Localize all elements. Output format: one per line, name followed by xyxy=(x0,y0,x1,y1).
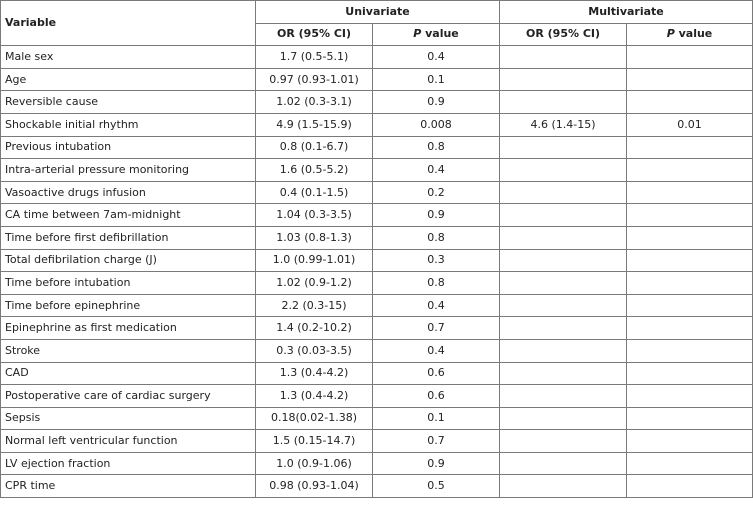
multivariate-or-cell xyxy=(500,46,627,69)
univariate-p-cell: 0.1 xyxy=(373,68,500,91)
univariate-p-cell: 0.9 xyxy=(373,452,500,475)
variable-cell: Vasoactive drugs infusion xyxy=(1,181,256,204)
table-row xyxy=(1,362,753,385)
table-row xyxy=(1,68,753,91)
multivariate-p-cell xyxy=(627,294,753,317)
multivariate-or-cell xyxy=(500,452,627,475)
variable-cell: Male sex xyxy=(1,46,256,69)
multivariate-or-cell xyxy=(500,91,627,114)
univariate-or-cell: 1.6 (0.5-5.2) xyxy=(256,159,373,182)
univariate-p-cell: 0.9 xyxy=(373,91,500,114)
univariate-or-header: OR (95% CI) xyxy=(256,23,373,46)
univariate-or-cell: 2.2 (0.3-15) xyxy=(256,294,373,317)
table-row xyxy=(1,204,753,227)
multivariate-or-cell xyxy=(500,159,627,182)
univariate-p-cell: 0.8 xyxy=(373,272,500,295)
univariate-or-cell: 0.8 (0.1-6.7) xyxy=(256,136,373,159)
univariate-or-cell: 1.5 (0.15-14.7) xyxy=(256,430,373,453)
univariate-p-cell: 0.8 xyxy=(373,226,500,249)
univariate-or-cell: 1.3 (0.4-4.2) xyxy=(256,362,373,385)
univariate-p-cell: 0.9 xyxy=(373,204,500,227)
table-row xyxy=(1,452,753,475)
table-row xyxy=(1,46,753,69)
univariate-or-cell: 1.7 (0.5-5.1) xyxy=(256,46,373,69)
multivariate-p-cell xyxy=(627,452,753,475)
multivariate-p-cell xyxy=(627,385,753,408)
multivariate-or-cell xyxy=(500,181,627,204)
multivariate-p-cell xyxy=(627,136,753,159)
univariate-p-cell: 0.2 xyxy=(373,181,500,204)
table-row xyxy=(1,407,753,430)
univariate-or-cell: 0.97 (0.93-1.01) xyxy=(256,68,373,91)
table-row xyxy=(1,113,753,136)
multivariate-p-header xyxy=(627,23,753,46)
univariate-or-cell: 1.03 (0.8-1.3) xyxy=(256,226,373,249)
variable-cell: Epinephrine as first medication xyxy=(1,317,256,340)
table-body xyxy=(1,46,753,498)
multivariate-p-cell xyxy=(627,272,753,295)
multivariate-or-cell xyxy=(500,272,627,295)
multivariate-p-cell xyxy=(627,46,753,69)
variable-cell: Shockable initial rhythm xyxy=(1,113,256,136)
variable-cell: Postoperative care of cardiac surgery xyxy=(1,385,256,408)
univariate-p-cell: 0.1 xyxy=(373,407,500,430)
univariate-or-cell: 0.3 (0.03-3.5) xyxy=(256,339,373,362)
multivariate-or-cell xyxy=(500,430,627,453)
multivariate-or-cell xyxy=(500,475,627,498)
multivariate-p-cell xyxy=(627,91,753,114)
multivariate-or-header: OR (95% CI) xyxy=(500,23,627,46)
table-row xyxy=(1,294,753,317)
variable-cell: LV ejection fraction xyxy=(1,452,256,475)
p-italic-label: P xyxy=(413,27,422,41)
multivariate-or-cell xyxy=(500,226,627,249)
variable-header: Variable xyxy=(1,1,256,46)
multivariate-or-cell: 4.6 (1.4-15) xyxy=(500,113,627,136)
table-row xyxy=(1,249,753,272)
univariate-p-cell: 0.6 xyxy=(373,362,500,385)
multivariate-or-cell xyxy=(500,136,627,159)
multivariate-header: Multivariate xyxy=(500,1,753,24)
univariate-header: Univariate xyxy=(256,1,500,24)
multivariate-or-cell xyxy=(500,385,627,408)
variable-cell: CAD xyxy=(1,362,256,385)
multivariate-p-cell: 0.01 xyxy=(627,113,753,136)
univariate-or-cell: 1.0 (0.99-1.01) xyxy=(256,249,373,272)
variable-cell: Time before first defibrillation xyxy=(1,226,256,249)
univariate-or-cell: 1.02 (0.3-3.1) xyxy=(256,91,373,114)
table-row xyxy=(1,159,753,182)
multivariate-or-cell xyxy=(500,249,627,272)
p-value-label: value xyxy=(421,27,459,41)
univariate-p-cell: 0.7 xyxy=(373,430,500,453)
variable-cell: Reversible cause xyxy=(1,91,256,114)
univariate-p-header xyxy=(373,23,500,46)
variable-cell: Stroke xyxy=(1,339,256,362)
multivariate-or-cell xyxy=(500,317,627,340)
multivariate-p-cell xyxy=(627,159,753,182)
variable-cell: Time before epinephrine xyxy=(1,294,256,317)
multivariate-p-cell xyxy=(627,407,753,430)
univariate-or-cell: 1.02 (0.9-1.2) xyxy=(256,272,373,295)
table-row xyxy=(1,181,753,204)
variable-cell: CA time between 7am-midnight xyxy=(1,204,256,227)
multivariate-or-cell xyxy=(500,362,627,385)
multivariate-p-cell xyxy=(627,226,753,249)
table-row xyxy=(1,226,753,249)
multivariate-or-cell xyxy=(500,407,627,430)
univariate-or-cell: 1.4 (0.2-10.2) xyxy=(256,317,373,340)
univariate-p-cell: 0.4 xyxy=(373,339,500,362)
univariate-or-cell: 1.3 (0.4-4.2) xyxy=(256,385,373,408)
variable-cell: Total defibrilation charge (J) xyxy=(1,249,256,272)
multivariate-p-cell xyxy=(627,339,753,362)
p-italic-label: P xyxy=(666,27,675,41)
multivariate-p-cell xyxy=(627,430,753,453)
univariate-p-cell: 0.8 xyxy=(373,136,500,159)
table-row xyxy=(1,136,753,159)
univariate-or-cell: 1.0 (0.9-1.06) xyxy=(256,452,373,475)
univariate-or-cell: 1.04 (0.3-3.5) xyxy=(256,204,373,227)
univariate-or-cell: 4.9 (1.5-15.9) xyxy=(256,113,373,136)
multivariate-p-cell xyxy=(627,362,753,385)
univariate-p-cell: 0.4 xyxy=(373,46,500,69)
univariate-p-cell: 0.008 xyxy=(373,113,500,136)
table-row xyxy=(1,385,753,408)
univariate-or-cell: 0.98 (0.93-1.04) xyxy=(256,475,373,498)
multivariate-or-cell xyxy=(500,68,627,91)
multivariate-p-cell xyxy=(627,181,753,204)
variable-cell: Intra-arterial pressure monitoring xyxy=(1,159,256,182)
variable-cell: CPR time xyxy=(1,475,256,498)
variable-cell: Sepsis xyxy=(1,407,256,430)
univariate-or-cell: 0.18(0.02-1.38) xyxy=(256,407,373,430)
table-row xyxy=(1,339,753,362)
multivariate-p-cell xyxy=(627,475,753,498)
variable-cell: Age xyxy=(1,68,256,91)
table-row xyxy=(1,317,753,340)
multivariate-p-cell xyxy=(627,249,753,272)
univariate-p-cell: 0.4 xyxy=(373,159,500,182)
univariate-p-cell: 0.3 xyxy=(373,249,500,272)
p-value-label: value xyxy=(674,27,713,41)
multivariate-p-cell xyxy=(627,317,753,340)
variable-cell: Previous intubation xyxy=(1,136,256,159)
univariate-p-cell: 0.4 xyxy=(373,294,500,317)
table-row xyxy=(1,91,753,114)
univariate-p-cell: 0.5 xyxy=(373,475,500,498)
table-row xyxy=(1,475,753,498)
multivariate-p-cell xyxy=(627,68,753,91)
univariate-p-cell: 0.6 xyxy=(373,385,500,408)
multivariate-or-cell xyxy=(500,339,627,362)
multivariate-or-cell xyxy=(500,294,627,317)
table-row xyxy=(1,430,753,453)
multivariate-p-cell xyxy=(627,204,753,227)
univariate-or-cell: 0.4 (0.1-1.5) xyxy=(256,181,373,204)
variable-cell: Time before intubation xyxy=(1,272,256,295)
multivariate-or-cell xyxy=(500,204,627,227)
univariate-p-cell: 0.7 xyxy=(373,317,500,340)
variable-cell: Normal left ventricular function xyxy=(1,430,256,453)
table-row xyxy=(1,272,753,295)
